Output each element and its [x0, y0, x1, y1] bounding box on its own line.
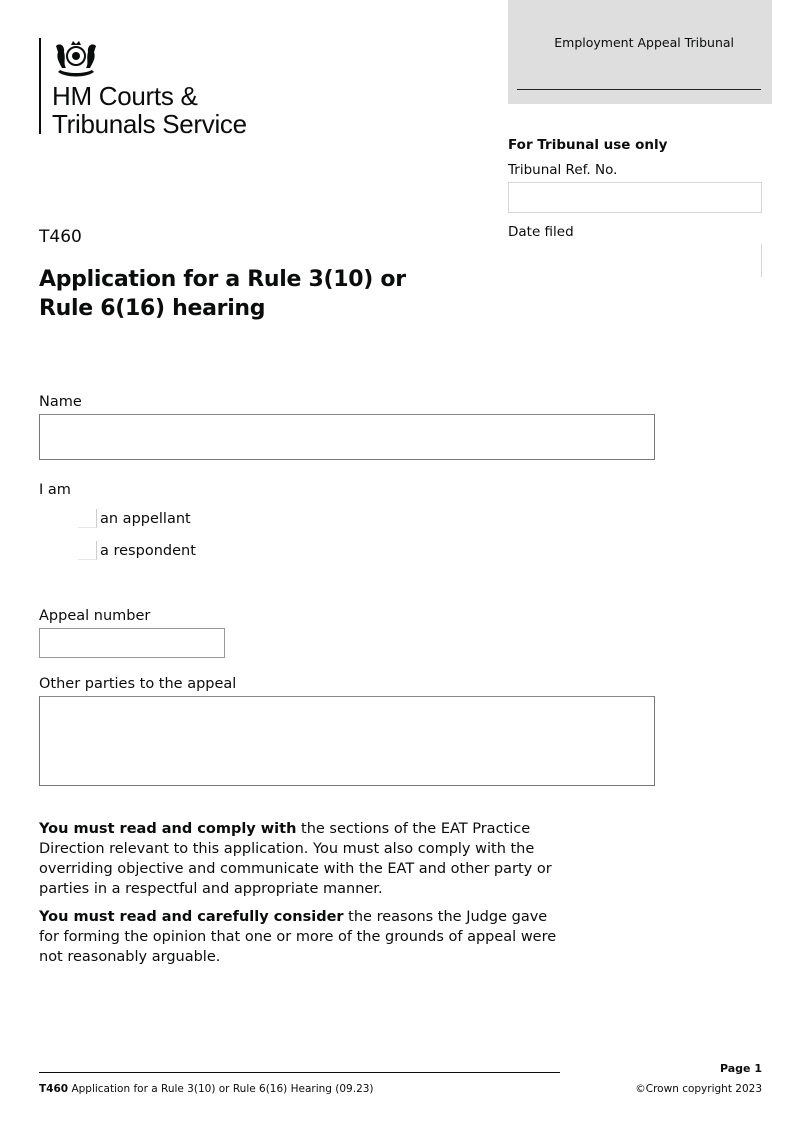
date-filed-field[interactable] — [761, 244, 762, 277]
tribunal-ref-input[interactable] — [508, 182, 762, 213]
other-parties-input[interactable] — [39, 696, 655, 786]
footer-description: Application for a Rule 3(10) or Rule 6(16) Hearing (09.23) — [71, 1083, 374, 1095]
logo-text — [52, 82, 247, 138]
note-1-bold: You must read and comply with — [39, 821, 297, 837]
footer-rule — [39, 1072, 560, 1073]
logo-line-1: HM Courts & — [52, 81, 198, 111]
note-2-text: the reasons the Judge gave for forming the opinion that one or more of the grounds of appeal were not reasonably arguable. — [39, 909, 557, 965]
respondent-checkbox[interactable] — [78, 541, 97, 560]
page-number: Page 1 — [719, 1062, 762, 1075]
title-line-1: Application for a Rule 3(10) or — [39, 267, 406, 292]
other-parties-label: Other parties to the appeal — [39, 676, 237, 692]
note-paragraph-2 — [39, 907, 569, 967]
title-line-2: Rule 6(16) hearing — [39, 296, 266, 321]
footer-code: T460 — [39, 1083, 69, 1095]
tribunal-header-rule — [517, 89, 761, 90]
note-2-bold: You must read and carefully consider — [39, 909, 344, 925]
logo-divider — [39, 38, 41, 134]
name-input[interactable] — [39, 414, 655, 460]
footer-form-info — [39, 1083, 374, 1095]
date-filed-label: Date filed — [508, 224, 574, 240]
appellant-checkbox[interactable] — [78, 509, 97, 528]
logo-line-2: Tribunals Service — [52, 109, 247, 139]
tribunal-use-heading: For Tribunal use only — [508, 137, 668, 153]
page-title — [39, 265, 406, 323]
note-paragraph-1 — [39, 819, 569, 899]
coat-of-arms-icon — [50, 38, 102, 80]
copyright: ©Crown copyright 2023 — [635, 1083, 762, 1095]
appeal-number-label: Appeal number — [39, 608, 151, 624]
tribunal-ref-label: Tribunal Ref. No. — [508, 162, 618, 178]
appellant-label: an appellant — [100, 511, 191, 527]
name-label: Name — [39, 394, 82, 410]
i-am-label: I am — [39, 482, 71, 498]
respondent-label: a respondent — [100, 543, 196, 559]
form-code: T460 — [39, 227, 82, 247]
note-1-text: the sections of the EAT Practice Direction relevant to this application. You must also comply with the overriding objective and communicate with the EAT and other party or parties in a respectful and appropriate manner. — [39, 821, 552, 897]
tribunal-name: Employment Appeal Tribunal — [554, 35, 734, 50]
appeal-number-input[interactable] — [39, 628, 225, 658]
